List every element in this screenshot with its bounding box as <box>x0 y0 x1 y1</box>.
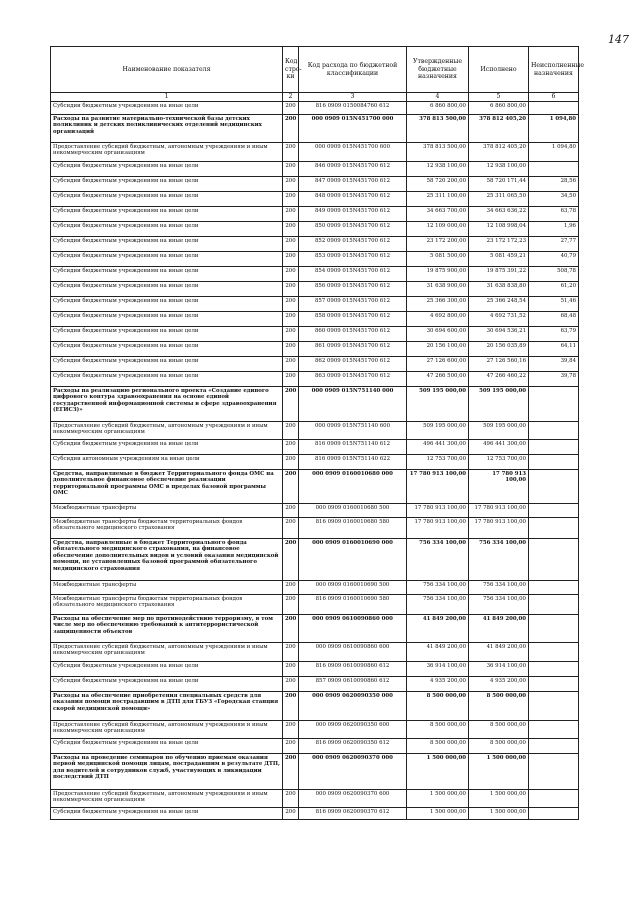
row-executed: 41 849 200,00 <box>469 643 529 662</box>
row-expense-code: 854 0909 015N451700 612 <box>299 267 407 282</box>
row-approved: 36 914 100,00 <box>407 662 469 677</box>
row-line-code: 200 <box>283 115 299 143</box>
row-unexecuted <box>529 455 579 470</box>
row-line-code: 200 <box>283 455 299 470</box>
row-name: Субсидии бюджетным учреждениям на иные цели <box>51 808 283 820</box>
row-approved: 12 753 700,00 <box>407 455 469 470</box>
row-unexecuted <box>529 518 579 539</box>
row-expense-code: 000 0909 015N451700 600 <box>299 143 407 162</box>
row-executed: 756 334 100,00 <box>469 581 529 595</box>
row-unexecuted: 51,46 <box>529 297 579 312</box>
table-row <box>51 615 579 643</box>
row-expense-code: 000 0909 0160010690 500 <box>299 581 407 595</box>
row-name: Субсидии бюджетным учреждениям на иные цели <box>51 177 283 192</box>
row-line-code: 200 <box>283 372 299 387</box>
row-line-code: 200 <box>283 143 299 162</box>
row-line-code: 200 <box>283 357 299 372</box>
row-approved: 756 334 100,00 <box>407 595 469 615</box>
row-expense-code: 000 0909 0610090860 000 <box>299 615 407 643</box>
row-approved: 5 081 500,00 <box>407 252 469 267</box>
row-name: Субсидии бюджетным учреждениям на иные цели <box>51 162 283 177</box>
row-executed: 756 334 100,00 <box>469 595 529 615</box>
row-name: Субсидии бюджетным учреждениям на иные цели <box>51 222 283 237</box>
row-unexecuted: 40,79 <box>529 252 579 267</box>
table-row <box>51 677 579 692</box>
table-row <box>51 504 579 518</box>
row-approved: 58 720 200,00 <box>407 177 469 192</box>
row-approved: 8 500 000,00 <box>407 692 469 721</box>
row-name: Субсидии бюджетным учреждениям на иные цели <box>51 282 283 297</box>
row-name: Предоставление субсидий бюджетным, автономным учреждениям и иным некоммерческим организациям <box>51 422 283 440</box>
column-number: 1 <box>51 93 283 102</box>
row-expense-code: 000 0909 0160010680 000 <box>299 470 407 504</box>
row-name: Субсидии бюджетным учреждениям на иные цели <box>51 357 283 372</box>
table-row <box>51 327 579 342</box>
row-line-code: 200 <box>283 282 299 297</box>
row-name: Субсидии бюджетным учреждениям на иные цели <box>51 297 283 312</box>
row-expense-code: 816 0909 0150084760 612 <box>299 102 407 115</box>
row-unexecuted: 27,77 <box>529 237 579 252</box>
row-approved: 12 938 100,00 <box>407 162 469 177</box>
row-name: Субсидии бюджетным учреждениям на иные цели <box>51 372 283 387</box>
row-name: Субсидии бюджетным учреждениям на иные цели <box>51 237 283 252</box>
row-approved: 17 780 913 100,00 <box>407 470 469 504</box>
table-row <box>51 177 579 192</box>
row-unexecuted <box>529 739 579 754</box>
row-name: Субсидии бюджетным учреждениям на иные цели <box>51 207 283 222</box>
row-executed: 756 334 100,00 <box>469 539 529 581</box>
table-row <box>51 692 579 721</box>
row-expense-code: 816 0909 0160010680 580 <box>299 518 407 539</box>
row-approved: 4 935 200,00 <box>407 677 469 692</box>
row-name: Субсидии бюджетным учреждениям на иные цели <box>51 342 283 357</box>
row-expense-code: 849 0909 015N451700 612 <box>299 207 407 222</box>
row-expense-code: 857 0909 0610090860 612 <box>299 677 407 692</box>
row-line-code: 200 <box>283 615 299 643</box>
row-unexecuted: 68,48 <box>529 312 579 327</box>
row-line-code: 200 <box>283 721 299 739</box>
row-approved: 756 334 100,00 <box>407 581 469 595</box>
row-expense-code: 816 0909 015N751140 612 <box>299 440 407 455</box>
header-unexecuted: Неисполненные назначения <box>529 47 579 93</box>
row-name: Субсидии бюджетным учреждениям на иные цели <box>51 267 283 282</box>
row-approved: 756 334 100,00 <box>407 539 469 581</box>
table-row <box>51 207 579 222</box>
row-expense-code: 000 0909 0620090370 600 <box>299 790 407 808</box>
row-name: Межбюджетные трансферты бюджетам территориальных фондов обязательного медицинского страхования <box>51 595 283 615</box>
row-executed: 17 780 913 100,00 <box>469 518 529 539</box>
row-unexecuted: 39,84 <box>529 357 579 372</box>
row-executed: 5 081 459,21 <box>469 252 529 267</box>
row-expense-code: 847 0909 015N451700 612 <box>299 177 407 192</box>
row-unexecuted: 63,78 <box>529 207 579 222</box>
row-approved: 509 195 000,00 <box>407 387 469 422</box>
row-line-code: 200 <box>283 422 299 440</box>
table-row <box>51 422 579 440</box>
row-unexecuted <box>529 754 579 790</box>
table-row <box>51 643 579 662</box>
row-unexecuted: 39,78 <box>529 372 579 387</box>
table-row <box>51 267 579 282</box>
row-line-code: 200 <box>283 470 299 504</box>
row-expense-code: 850 0909 015N451700 612 <box>299 222 407 237</box>
row-expense-code: 860 0909 015N451700 612 <box>299 327 407 342</box>
row-expense-code: 816 0909 0620090350 612 <box>299 739 407 754</box>
row-unexecuted <box>529 662 579 677</box>
table-row <box>51 237 579 252</box>
row-line-code: 200 <box>283 387 299 422</box>
row-unexecuted <box>529 677 579 692</box>
row-unexecuted <box>529 387 579 422</box>
row-approved: 8 500 000,00 <box>407 739 469 754</box>
row-unexecuted: 64,11 <box>529 342 579 357</box>
table-row <box>51 440 579 455</box>
row-unexecuted <box>529 581 579 595</box>
row-approved: 31 638 900,00 <box>407 282 469 297</box>
table-row <box>51 470 579 504</box>
table-row <box>51 790 579 808</box>
row-expense-code: 000 0909 015N751140 000 <box>299 387 407 422</box>
row-line-code: 200 <box>283 207 299 222</box>
row-executed: 30 694 536,21 <box>469 327 529 342</box>
row-unexecuted: 1 094,80 <box>529 115 579 143</box>
row-name: Средства, направленные в бюджет Территориального фонда обязательного медицинского страхования, на финансовое обеспечение дополнительных видов и условий оказания медицинской помощи, не установленных базовой программой обязательного медицинского страхования <box>51 539 283 581</box>
column-number: 6 <box>529 93 579 102</box>
row-executed: 41 849 200,00 <box>469 615 529 643</box>
row-line-code: 200 <box>283 102 299 115</box>
column-number: 5 <box>469 93 529 102</box>
row-unexecuted <box>529 422 579 440</box>
table-row <box>51 581 579 595</box>
row-expense-code: 816 0909 015N751140 622 <box>299 455 407 470</box>
table-row <box>51 357 579 372</box>
row-expense-code: 816 0909 0160010690 580 <box>299 595 407 615</box>
row-executed: 378 812 405,20 <box>469 115 529 143</box>
row-line-code: 200 <box>283 504 299 518</box>
row-expense-code: 000 0909 0620090370 000 <box>299 754 407 790</box>
table-row <box>51 595 579 615</box>
header-executed: Исполнено <box>469 47 529 93</box>
row-line-code: 200 <box>283 327 299 342</box>
row-expense-code: 863 0909 015N451700 612 <box>299 372 407 387</box>
row-approved: 20 156 100,00 <box>407 342 469 357</box>
table-row <box>51 143 579 162</box>
row-approved: 19 875 900,00 <box>407 267 469 282</box>
table-row <box>51 387 579 422</box>
row-line-code: 200 <box>283 162 299 177</box>
row-line-code: 200 <box>283 297 299 312</box>
table-row <box>51 312 579 327</box>
row-executed: 19 875 391,22 <box>469 267 529 282</box>
row-name: Субсидии бюджетным учреждениям на иные цели <box>51 662 283 677</box>
row-unexecuted <box>529 504 579 518</box>
table-row <box>51 282 579 297</box>
row-unexecuted <box>529 470 579 504</box>
row-name: Расходы на реализацию регионального проекта «Создание единого цифрового контура здравоохранения на основе единой государственной информационной системы в сфере здравоохранения (ЕГИСЗ)» <box>51 387 283 422</box>
row-expense-code: 848 0909 015N451700 612 <box>299 192 407 207</box>
row-line-code: 200 <box>283 643 299 662</box>
row-expense-code: 000 0909 0160010690 000 <box>299 539 407 581</box>
row-name: Субсидии бюджетным учреждениям на иные цели <box>51 739 283 754</box>
row-expense-code: 852 0909 015N451700 612 <box>299 237 407 252</box>
table-row <box>51 252 579 267</box>
row-expense-code: 862 0909 015N451700 612 <box>299 357 407 372</box>
row-unexecuted: 1,96 <box>529 222 579 237</box>
column-number-row <box>51 93 579 102</box>
row-unexecuted <box>529 692 579 721</box>
row-unexecuted <box>529 790 579 808</box>
row-unexecuted: 508,78 <box>529 267 579 282</box>
row-approved: 509 195 000,00 <box>407 422 469 440</box>
row-unexecuted: 63,79 <box>529 327 579 342</box>
row-unexecuted: 28,56 <box>529 177 579 192</box>
row-unexecuted <box>529 808 579 820</box>
table-header-row <box>51 47 579 93</box>
row-executed: 6 860 800,00 <box>469 102 529 115</box>
row-approved: 25 311 100,00 <box>407 192 469 207</box>
row-line-code: 200 <box>283 692 299 721</box>
row-approved: 496 441 300,00 <box>407 440 469 455</box>
column-number: 2 <box>283 93 299 102</box>
row-line-code: 200 <box>283 539 299 581</box>
row-name: Субсидии автономным учреждениям на иные цели <box>51 455 283 470</box>
row-approved: 41 849 200,00 <box>407 615 469 643</box>
row-name: Межбюджетные трансферты бюджетам территориальных фондов обязательного медицинского страхования <box>51 518 283 539</box>
row-line-code: 200 <box>283 581 299 595</box>
row-executed: 8 500 000,00 <box>469 692 529 721</box>
header-approved: Утвержденные бюджетные назначения <box>407 47 469 93</box>
row-executed: 25 311 065,50 <box>469 192 529 207</box>
table-row <box>51 162 579 177</box>
row-approved: 4 692 800,00 <box>407 312 469 327</box>
row-executed: 378 812 405,20 <box>469 143 529 162</box>
row-executed: 4 935 200,00 <box>469 677 529 692</box>
row-unexecuted <box>529 102 579 115</box>
row-line-code: 200 <box>283 754 299 790</box>
header-line-code: Код стро-ки <box>283 47 299 93</box>
row-name: Расходы на развитие материально-технической базы детских поликлиник и детских поликлинических отделений медицинских организаций <box>51 115 283 143</box>
row-name: Расходы на обеспечение мер по противодействию терроризму, в том числе мер по обеспечению требований к антитеррористической защищенности объектов <box>51 615 283 643</box>
row-name: Субсидии бюджетным учреждениям на иные цели <box>51 102 283 115</box>
table-row <box>51 539 579 581</box>
row-approved: 34 663 700,00 <box>407 207 469 222</box>
row-name: Субсидии бюджетным учреждениям на иные цели <box>51 677 283 692</box>
row-approved: 12 109 000,00 <box>407 222 469 237</box>
row-expense-code: 000 0909 0620090350 600 <box>299 721 407 739</box>
row-expense-code: 853 0909 015N451700 612 <box>299 252 407 267</box>
row-expense-code: 816 0909 0610090860 612 <box>299 662 407 677</box>
row-expense-code: 857 0909 015N451700 612 <box>299 297 407 312</box>
row-approved: 378 813 500,00 <box>407 115 469 143</box>
row-executed: 12 753 700,00 <box>469 455 529 470</box>
row-approved: 8 500 000,00 <box>407 721 469 739</box>
row-expense-code: 861 0909 015N451700 612 <box>299 342 407 357</box>
row-approved: 1 500 000,00 <box>407 790 469 808</box>
table-row <box>51 662 579 677</box>
table-row <box>51 739 579 754</box>
row-line-code: 200 <box>283 677 299 692</box>
row-name: Межбюджетные трансферты <box>51 504 283 518</box>
row-name: Межбюджетные трансферты <box>51 581 283 595</box>
row-expense-code: 000 0909 015N451700 000 <box>299 115 407 143</box>
budget-execution-table <box>50 46 585 820</box>
row-line-code: 200 <box>283 595 299 615</box>
row-name: Расходы на проведение семинаров по обучению приемам оказания первой медицинской помощи лицам, пострадавшим в результате ДТП, для водителей и сотрудников служб, участвующих в ликвидации последствий ДТП <box>51 754 283 790</box>
row-expense-code: 856 0909 015N451700 612 <box>299 282 407 297</box>
row-executed: 8 500 000,00 <box>469 739 529 754</box>
row-line-code: 200 <box>283 312 299 327</box>
row-unexecuted: 1 094,80 <box>529 143 579 162</box>
row-approved: 1 500 000,00 <box>407 808 469 820</box>
row-line-code: 200 <box>283 662 299 677</box>
row-line-code: 200 <box>283 177 299 192</box>
row-unexecuted <box>529 721 579 739</box>
row-line-code: 200 <box>283 342 299 357</box>
row-name: Субсидии бюджетным учреждениям на иные цели <box>51 192 283 207</box>
table-row <box>51 518 579 539</box>
row-expense-code: 000 0909 0610090860 600 <box>299 643 407 662</box>
row-executed: 23 172 172,23 <box>469 237 529 252</box>
row-approved: 27 126 600,00 <box>407 357 469 372</box>
column-number: 4 <box>407 93 469 102</box>
row-line-code: 200 <box>283 440 299 455</box>
row-executed: 47 266 460,22 <box>469 372 529 387</box>
row-approved: 30 694 600,00 <box>407 327 469 342</box>
row-line-code: 200 <box>283 222 299 237</box>
row-line-code: 200 <box>283 192 299 207</box>
table-row <box>51 455 579 470</box>
row-executed: 1 500 000,00 <box>469 808 529 820</box>
row-line-code: 200 <box>283 739 299 754</box>
row-approved: 47 266 500,00 <box>407 372 469 387</box>
row-executed: 4 692 731,52 <box>469 312 529 327</box>
row-executed: 12 938 100,00 <box>469 162 529 177</box>
row-expense-code: 000 0909 0620090350 000 <box>299 692 407 721</box>
row-unexecuted <box>529 643 579 662</box>
row-executed: 17 780 913 100,00 <box>469 470 529 504</box>
row-unexecuted <box>529 615 579 643</box>
table-row <box>51 102 579 115</box>
row-line-code: 200 <box>283 790 299 808</box>
table-body <box>51 102 579 820</box>
row-approved: 1 500 000,00 <box>407 754 469 790</box>
row-name: Субсидии бюджетным учреждениям на иные цели <box>51 252 283 267</box>
table-row <box>51 222 579 237</box>
row-unexecuted <box>529 440 579 455</box>
row-unexecuted: 34,50 <box>529 192 579 207</box>
row-executed: 27 126 560,16 <box>469 357 529 372</box>
row-line-code: 200 <box>283 237 299 252</box>
row-approved: 378 813 500,00 <box>407 143 469 162</box>
row-name: Субсидии бюджетным учреждениям на иные цели <box>51 327 283 342</box>
row-line-code: 200 <box>283 808 299 820</box>
row-expense-code: 000 0909 0160010680 500 <box>299 504 407 518</box>
row-executed: 20 156 035,89 <box>469 342 529 357</box>
row-executed: 12 108 998,04 <box>469 222 529 237</box>
row-approved: 17 780 913 100,00 <box>407 504 469 518</box>
row-line-code: 200 <box>283 518 299 539</box>
row-line-code: 200 <box>283 267 299 282</box>
row-executed: 25 366 248,54 <box>469 297 529 312</box>
row-unexecuted: 61,20 <box>529 282 579 297</box>
row-executed: 496 441 300,00 <box>469 440 529 455</box>
table-row <box>51 297 579 312</box>
row-executed: 509 195 000,00 <box>469 422 529 440</box>
row-name: Субсидии бюджетным учреждениям на иные цели <box>51 440 283 455</box>
row-expense-code: 000 0909 015N751140 600 <box>299 422 407 440</box>
row-executed: 36 914 100,00 <box>469 662 529 677</box>
page-number: 147 <box>608 33 629 46</box>
row-approved: 23 172 200,00 <box>407 237 469 252</box>
row-expense-code: 816 0909 0620090370 612 <box>299 808 407 820</box>
row-name: Предоставление субсидий бюджетным, автономным учреждениям и иным некоммерческим организациям <box>51 790 283 808</box>
row-executed: 34 663 636,22 <box>469 207 529 222</box>
row-name: Предоставление субсидий бюджетным, автономным учреждениям и иным некоммерческим организациям <box>51 721 283 739</box>
row-approved: 41 849 200,00 <box>407 643 469 662</box>
row-executed: 1 500 000,00 <box>469 790 529 808</box>
table-row <box>51 342 579 357</box>
row-executed: 31 638 838,80 <box>469 282 529 297</box>
row-unexecuted <box>529 595 579 615</box>
table-row <box>51 721 579 739</box>
row-name: Предоставление субсидий бюджетным, автономным учреждениям и иным некоммерческим организациям <box>51 643 283 662</box>
table-row <box>51 754 579 790</box>
row-executed: 8 500 000,00 <box>469 721 529 739</box>
table-row <box>51 808 579 820</box>
row-unexecuted <box>529 539 579 581</box>
row-unexecuted <box>529 162 579 177</box>
table-row <box>51 115 579 143</box>
row-line-code: 200 <box>283 252 299 267</box>
row-name: Субсидии бюджетным учреждениям на иные цели <box>51 312 283 327</box>
row-executed: 17 780 913 100,00 <box>469 504 529 518</box>
row-approved: 6 860 800,00 <box>407 102 469 115</box>
row-executed: 58 720 171,44 <box>469 177 529 192</box>
column-number: 3 <box>299 93 407 102</box>
row-expense-code: 846 0909 015N451700 612 <box>299 162 407 177</box>
row-name: Расходы на обеспечение приобретения специальных средств для оказания помощи пострадавшим в ДТП для ГБУЗ «Городская станция скорой медицинской помощи» <box>51 692 283 721</box>
row-expense-code: 858 0909 015N451700 612 <box>299 312 407 327</box>
row-executed: 1 500 000,00 <box>469 754 529 790</box>
row-name: Средства, направляемые в бюджет Территориального фонда ОМС на дополнительное финансовое обеспечение реализации территориальной программы ОМС в пределах базовой программы ОМС <box>51 470 283 504</box>
header-expense-code: Код расхода по бюджетной классификации <box>299 47 407 93</box>
table-row <box>51 192 579 207</box>
row-approved: 25 366 300,00 <box>407 297 469 312</box>
row-approved: 17 780 913 100,00 <box>407 518 469 539</box>
table-row <box>51 372 579 387</box>
row-executed: 509 195 000,00 <box>469 387 529 422</box>
header-name: Наименование показателя <box>51 47 283 93</box>
row-name: Предоставление субсидий бюджетным, автономным учреждениям и иным некоммерческим организациям <box>51 143 283 162</box>
